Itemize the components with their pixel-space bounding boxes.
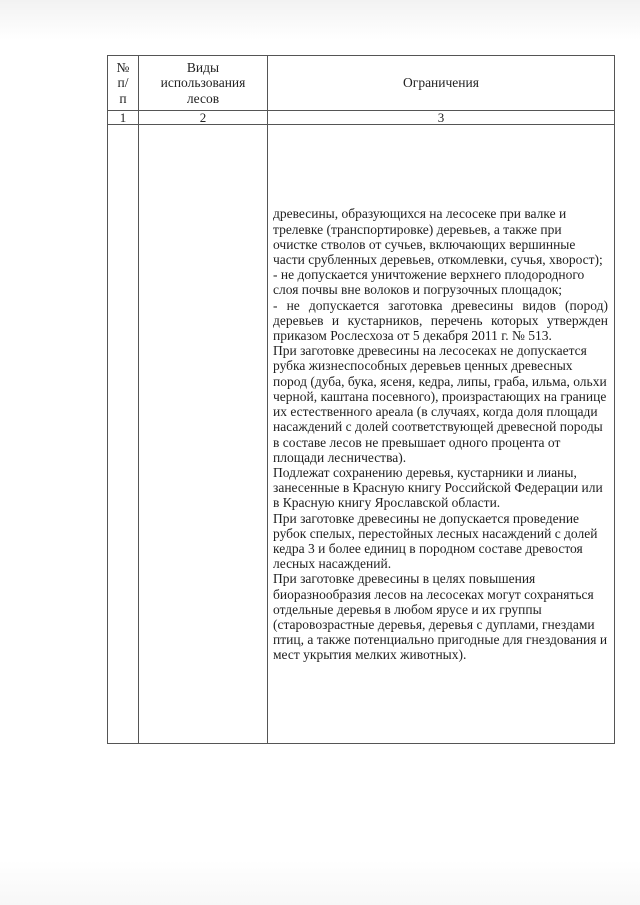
restrictions-table bbox=[107, 55, 615, 744]
restriction-paragraph: Подлежат сохранению деревья, кустарники и лианы, занесенные в Красную книгу Российской Федерации или в Красную книгу Ярославской области. bbox=[273, 464, 603, 511]
forest-use-cell bbox=[139, 125, 268, 744]
column-number-row bbox=[108, 111, 615, 125]
header-restrictions: Ограничения bbox=[268, 56, 615, 111]
header-forest-use-line: лесов bbox=[186, 90, 220, 106]
header-forest-use-line: Виды bbox=[186, 60, 220, 76]
header-number-line: № bbox=[116, 60, 130, 76]
column-number: 1 bbox=[108, 111, 139, 125]
header-forest-use-line: использования bbox=[160, 75, 246, 91]
header-number-line: п/ bbox=[117, 75, 129, 91]
header-forest-use-types bbox=[139, 56, 268, 111]
column-number: 2 bbox=[139, 111, 268, 125]
restriction-paragraph: древесины, образующихся на лесосеке при валке и трелевке (транспортировке) деревьев, а также при очистке стволов от сучьев, включающих вершинные части срубленных деревьев, откомлевки, сучья, хворост); bbox=[273, 206, 603, 268]
table-row bbox=[108, 125, 615, 744]
column-number: 3 bbox=[268, 111, 615, 125]
restriction-paragraph: - не допускается уничтожение верхнего плодородного слоя почвы вне волоков и погрузочных площадок; bbox=[273, 267, 585, 298]
restriction-paragraph: - не допускается заготовка древесины видов (пород) деревьев и кустарников, перечень которых утвержден приказом Рослесхоза от 5 декабря 2011 г. № 513. bbox=[273, 297, 608, 344]
row-number-cell bbox=[108, 125, 139, 744]
restriction-paragraph: При заготовке древесины не допускается проведение рубок спелых, перестойных лесных насаждений с долей кедра 3 и более единиц в породном составе древостоя лесных насаждений. bbox=[273, 510, 598, 572]
restrictions-cell bbox=[268, 125, 615, 744]
restriction-paragraph: При заготовке древесины в целях повышения биоразнообразия лесов на лесосеках могут сохраняться отдельные деревья в любом ярусе и их группы (старовозрастные деревья, деревья с дуплами, гнездами птиц, а также потенциально пригодные для гнездования и мест укрытия мелких животных). bbox=[273, 571, 608, 663]
header-number-line: п bbox=[119, 90, 127, 106]
restriction-paragraph: При заготовке древесины на лесосеках не допускается рубка жизнеспособных деревьев ценных древесных пород (дуба, бука, ясеня, кедра, липы, граба, ильма, ольхи черной, каштана посевного), произрастающих на границе их естественного ареала (в случаях, когда доля площади насаждений с долей соответствующей древесной породы в составе лесов не превышает одного процента от площади лесничества). bbox=[273, 343, 607, 465]
table-header-row bbox=[108, 56, 615, 111]
header-number bbox=[108, 56, 139, 111]
